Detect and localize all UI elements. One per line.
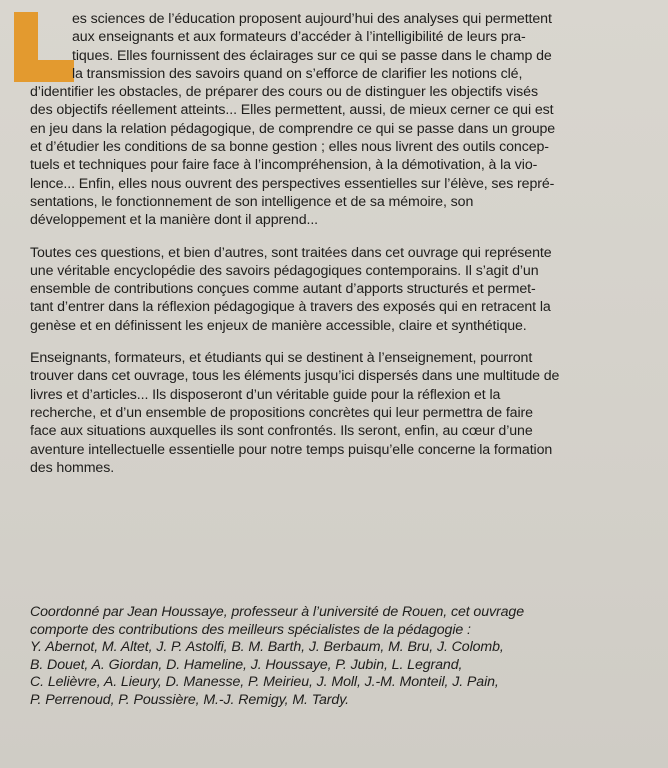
credit-line: Y. Abernot, M. Altet, J. P. Astolfi, B. M. Barth, J. Berbaum, M. Bru, J. Colomb, xyxy=(30,639,504,655)
text-line: en jeu dans la relation pédagogique, de comprendre ce qui se passe dans un groupe xyxy=(30,120,556,137)
paragraph-gap xyxy=(30,335,635,349)
text-line: livres et d’articles... Ils disposeront d’un véritable guide pour la réflexion et la xyxy=(30,386,501,403)
text-line: genèse et en définissent les enjeux de manière accessible, claire et synthétique. xyxy=(30,317,527,334)
text-line: recherche, et d’un ensemble de propositions concrètes qui leur permettra de faire xyxy=(30,404,533,421)
blurb-text xyxy=(30,10,635,477)
paragraph-gap xyxy=(30,230,635,244)
contributors-credits xyxy=(30,604,640,709)
text-line: des objectifs réellement atteints... Elles permettent, aussi, de mieux cerner ce qui est xyxy=(30,102,554,119)
text-line: aux enseignants et aux formateurs d’accéder à l’intelligibilité de leurs pra- xyxy=(72,29,526,46)
text-line: et d’étudier les conditions de sa bonne gestion ; elles nous livrent des outils concep- xyxy=(30,139,549,156)
text-line: la transmission des savoirs quand on s’efforce de clarifier les notions clé, xyxy=(72,65,523,82)
credit-line: comporte des contributions des meilleurs spécialistes de la pédagogie : xyxy=(30,621,471,638)
text-line: lence... Enfin, elles nous ouvrent des perspectives essentielles sur l’élève, ses repré- xyxy=(30,175,555,192)
text-line: tiques. Elles fournissent des éclairages sur ce qui se passe dans le champ de xyxy=(72,47,552,64)
text-line: une véritable encyclopédie des savoirs pédagogiques contemporains. Il s’agit d’un xyxy=(30,262,539,279)
text-line: Toutes ces questions, et bien d’autres, sont traitées dans cet ouvrage qui représente xyxy=(30,244,552,261)
paragraph-3 xyxy=(30,349,635,477)
text-line: sentations, le fonctionnement de son intelligence et de sa mémoire, son xyxy=(30,193,474,210)
text-line: d’identifier les obstacles, de préparer des cours ou de distinguer les objectifs visés xyxy=(30,84,538,101)
text-line: des hommes. xyxy=(30,459,115,476)
text-line: tant d’entrer dans la réflexion pédagogique à travers des exposés qui en retracent la xyxy=(30,299,551,316)
paragraph-1 xyxy=(30,10,635,230)
text-line: Enseignants, formateurs, et étudiants qui se destinent à l’enseignement, pourront xyxy=(30,350,533,367)
text-line: trouver dans cet ouvrage, tous les éléments jusqu’ici dispersés dans une multitude de xyxy=(30,368,560,385)
text-line: tuels et techniques pour faire face à l’incompréhension, à la démotivation, à la vio- xyxy=(30,157,538,174)
paragraph-2 xyxy=(30,244,635,335)
text-line: développement et la manière dont il apprend... xyxy=(30,212,319,229)
credit-line: Coordonné par Jean Houssaye, professeur à l’université de Rouen, cet ouvrage xyxy=(30,604,524,620)
text-line: aventure intellectuelle essentielle pour notre temps puisqu’elle concerne la formation xyxy=(30,441,553,458)
credit-line: C. Lelièvre, A. Lieury, D. Manesse, P. Meirieu, J. Moll, J.-M. Monteil, J. Pain, xyxy=(30,674,499,690)
credit-line: B. Douet, A. Giordan, D. Hameline, J. Houssaye, P. Jubin, L. Legrand, xyxy=(30,656,463,673)
credit-line: P. Perrenoud, P. Poussière, M.-J. Remigy, M. Tardy. xyxy=(30,691,349,708)
text-line: es sciences de l’éducation proposent aujourd’hui des analyses qui permettent xyxy=(72,11,552,27)
text-line: face aux situations auxquelles ils sont confrontés. Ils seront, enfin, au cœur d’une xyxy=(30,423,533,440)
text-line: ensemble de contributions conçues comme autant d’apports structurés et permet- xyxy=(30,281,536,298)
